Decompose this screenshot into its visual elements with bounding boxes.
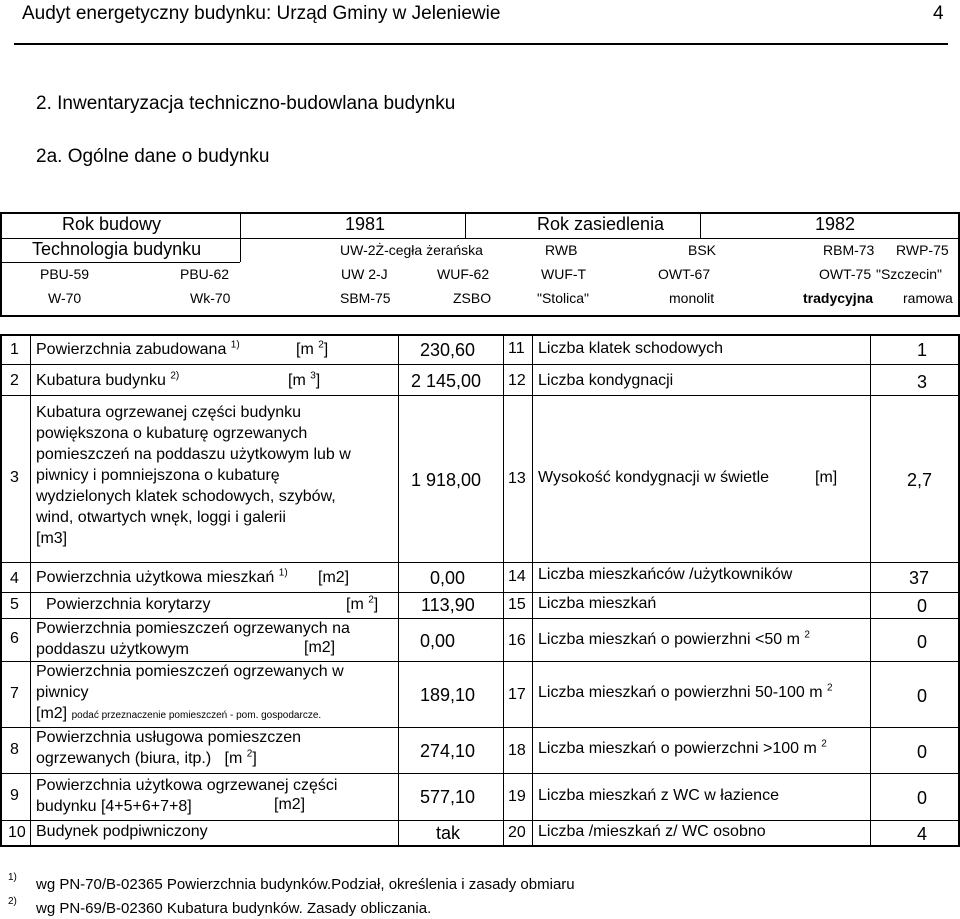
row-number: 7 <box>10 685 19 702</box>
row-number: 19 <box>508 788 526 805</box>
row-value: 0,00 <box>430 568 466 588</box>
row-number: 10 <box>8 824 26 841</box>
row-number: 15 <box>508 596 526 613</box>
row-value: 0 <box>917 788 928 808</box>
row-value: 1 918,00 <box>411 470 482 490</box>
tech-option: ZSBO <box>453 290 492 306</box>
row-value: 0,00 <box>420 631 456 651</box>
row-label: Liczba mieszkańców /użytkowników <box>538 566 793 583</box>
row-number: 8 <box>10 741 19 758</box>
row-number: 4 <box>10 570 19 587</box>
tech-option: monolit <box>669 290 715 306</box>
year-settled-value: 1982 <box>815 214 856 234</box>
row-value: 0 <box>917 632 928 652</box>
tech-option: RWP-75 <box>896 242 949 258</box>
row-number: 16 <box>508 632 526 649</box>
row-value: 113,90 <box>421 595 475 615</box>
section-title: 2. Inwentaryzacja techniczno-budowlana budynku <box>36 93 456 114</box>
row-number: 12 <box>508 372 526 389</box>
tech-option: UW-2Ż-cegła żerańska <box>340 242 483 258</box>
row-label: Liczba mieszkań o powierzhni <50 m $^2$ <box>538 629 810 648</box>
tech-option: ramowa <box>903 290 953 306</box>
footnote-text: wg PN-70/B-02365 Powierzchnia budynków.Podział, określenia i zasady obmiaru <box>36 876 575 893</box>
tech-option: RWB <box>545 242 578 258</box>
row-unit: [m2] <box>318 569 350 586</box>
row-value: 189,10 <box>420 685 476 705</box>
row-value: 0 <box>917 596 928 616</box>
subsection-title: 2a. Ogólne dane o budynku <box>36 146 270 167</box>
row-unit: [m] <box>815 469 838 486</box>
row-label: Powierzchnia pomieszczeń ogrzewanych w piwnicy [m2] podać przeznaczenie pomieszczeń - pom. gospodarcze. <box>36 663 344 722</box>
row-label: Wysokość kondygnacji w świetle <box>538 469 770 486</box>
document-header-title: Audyt energetyczny budynku: Urząd Gminy w Jeleniewie <box>22 3 501 24</box>
technology-label: Technologia budynku <box>32 239 202 259</box>
tech-option: WUF-T <box>541 266 587 282</box>
row-label: Liczba kondygnacji <box>538 372 674 389</box>
tech-option: SBM-75 <box>340 290 391 306</box>
row-label: Kubatura ogrzewanej części budynku powiększona o kubaturę ogrzewanych pomieszczeń na poddaszu użytkowym lub w piwnicy i pomniejszona o kubaturę wydzielonych klatek schodowych, szybów, wind, otwartych wnęk, loggi i galerii [m3] <box>36 404 351 547</box>
tech-option: UW 2-J <box>341 266 388 282</box>
row-label: Liczba /mieszkań z/ WC osobno <box>538 823 766 840</box>
tech-option: RBM-73 <box>823 242 875 258</box>
tech-option: W-70 <box>48 290 82 306</box>
row-number: 1 <box>10 341 19 358</box>
tech-option: Wk-70 <box>190 290 231 306</box>
row-note: podać przeznaczenie pomieszczeń - pom. gospodarcze. <box>71 710 322 721</box>
row-label: Powierzchnia usługowa pomieszczen ogrzewanych (biura, itp.) [m $^2$] <box>36 729 302 767</box>
year-settled-label: Rok zasiedlenia <box>537 214 665 234</box>
row-number: 5 <box>10 596 19 613</box>
row-number: 17 <box>508 686 526 703</box>
row-value: 4 <box>917 824 928 844</box>
row-label: Budynek podpiwniczony <box>36 823 208 840</box>
row-number: 3 <box>10 469 19 486</box>
tech-option: OWT-67 <box>658 266 711 282</box>
row-unit: [m $^2$] <box>346 594 379 613</box>
row-number: 6 <box>10 630 19 647</box>
year-built-label: Rok budowy <box>62 214 162 234</box>
row-label: Liczba mieszkań o powierzchni >100 m $^2$ <box>538 738 827 757</box>
row-label: Powierzchnia użytkowa ogrzewanej części budynku [4+5+6+7+8] <box>36 777 338 815</box>
row-value: tak <box>436 823 461 843</box>
row-label: Liczba mieszkań o powierzhni 50-100 m $^2$ <box>538 682 833 701</box>
row-value: 274,10 <box>420 741 476 761</box>
row-value: 3 <box>917 372 928 392</box>
tech-option-selected: tradycyjna <box>803 290 874 306</box>
row-unit: [m $^3$] <box>288 370 321 389</box>
row-value: 0 <box>917 742 928 762</box>
row-number: 9 <box>10 787 19 804</box>
tech-option: PBU-62 <box>180 266 230 282</box>
row-label: Liczba klatek schodowych <box>538 340 723 357</box>
tech-option: PBU-59 <box>40 266 90 282</box>
row-unit: [m2] <box>274 796 306 813</box>
tech-option: OWT-75 <box>819 266 872 282</box>
row-number: 13 <box>508 470 526 487</box>
tech-option: "Szczecin" <box>876 266 942 282</box>
row-label: Powierzchnia pomieszczeń ogrzewanych na poddaszu użytkowym <box>36 620 350 658</box>
tech-option: WUF-62 <box>437 266 490 282</box>
row-value: 2 145,00 <box>411 371 482 391</box>
row-label: Powierzchnia korytarzy <box>46 596 211 613</box>
row-value: 0 <box>917 686 928 706</box>
row-number: 18 <box>508 742 526 759</box>
row-number: 2 <box>10 372 19 389</box>
footnote-mark: 2) <box>8 896 17 907</box>
row-label: Liczba mieszkań <box>538 595 657 612</box>
row-value: 230,60 <box>420 340 476 360</box>
row-unit: [m2] <box>304 639 336 656</box>
row-label: Powierzchnia użytkowa mieszkań $^{1)}$ <box>36 567 288 586</box>
row-label: Liczba mieszkań z WC w łazience <box>538 787 779 804</box>
row-label: Powierzchnia zabudowana $^{1)}$ <box>36 339 240 358</box>
row-value: 577,10 <box>420 787 476 807</box>
row-number: 11 <box>508 340 525 357</box>
row-value: 1 <box>917 340 928 360</box>
row-unit: [m $^2$] <box>296 339 329 358</box>
row-number: 20 <box>508 824 526 841</box>
tech-option: "Stolica" <box>537 290 589 306</box>
page-number: 4 <box>933 3 944 24</box>
row-number: 14 <box>508 568 526 585</box>
header-divider <box>14 43 948 45</box>
footnote-text: wg PN-69/B-02360 Kubatura budynków. Zasady obliczania. <box>36 900 432 917</box>
year-built-value: 1981 <box>345 214 386 234</box>
footnote-mark: 1) <box>8 872 17 883</box>
row-value: 37 <box>909 568 930 588</box>
row-label: Kubatura budynku $^{2)}$ <box>36 370 180 389</box>
row-value: 2,7 <box>907 470 933 490</box>
tech-option: BSK <box>688 242 717 258</box>
